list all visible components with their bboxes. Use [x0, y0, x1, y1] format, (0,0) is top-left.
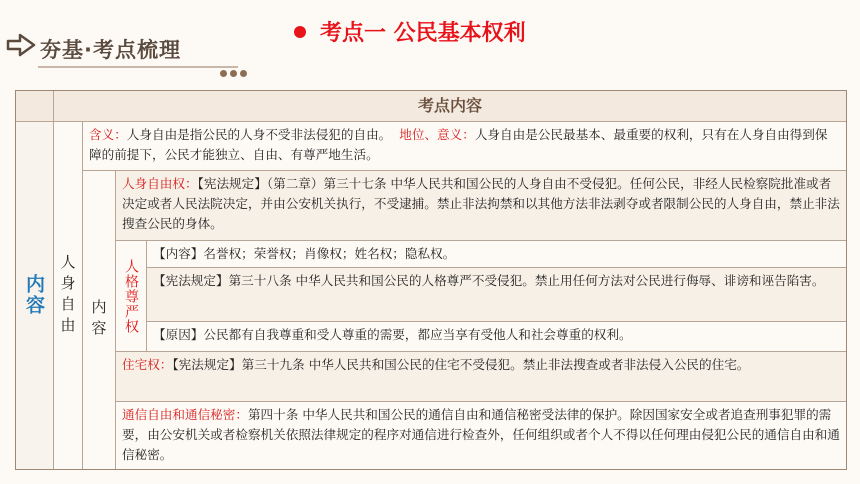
- section-title: 夯基·考点梳理: [40, 38, 181, 62]
- meaning-label: 含义：: [89, 127, 127, 142]
- correspondence-label: 通信自由和通信秘密：: [122, 407, 248, 422]
- liberty-label: 人身自由权：: [122, 176, 198, 191]
- status-text: 人身自由是公民最基本、最重要的权利，只有在人身自由得到保障的前提下，公民才能独立、自由、有尊严地生活。: [89, 127, 828, 162]
- liberty-cell: [116, 171, 846, 240]
- row-label-text: 内容: [23, 274, 45, 316]
- correspondence-cell: [116, 402, 846, 469]
- residence-label: 住宅权：: [122, 357, 173, 372]
- dignity-reason-cell: [147, 322, 846, 351]
- status-label: 地位、意义：: [399, 127, 475, 142]
- sub-label-dignity: [116, 241, 146, 351]
- page-title-text: 考点一 公民基本权利: [320, 21, 526, 46]
- bullet-icon: [294, 26, 306, 38]
- section-underline: [38, 66, 238, 68]
- sub-label-liberty: [54, 122, 82, 469]
- residence-text: 【宪法规定】第三十九条 中华人民共和国公民的住宅不受侵犯。禁止非法搜查或者非法侵入公民的住宅。: [172, 357, 750, 372]
- sub-label-content: [83, 171, 115, 469]
- arrow-right-icon: [6, 33, 36, 57]
- sub-label-liberty-text: 人身自由: [58, 253, 77, 338]
- sub-label-dignity-text: 人格尊严权: [123, 258, 139, 334]
- page-title: [294, 16, 526, 47]
- dignity-law-text: 【宪法规定】第三十八条 中华人民共和国公民的人格尊严不受侵犯。禁止用任何方法对公民进行侮辱、诽谤和诬告陷害。: [153, 273, 825, 288]
- header: [0, 0, 860, 80]
- dots-decoration: [220, 62, 250, 81]
- residence-cell: [116, 352, 846, 401]
- correspondence-text: 第四十条 中华人民共和国公民的通信自由和通信秘密受法律的保护。除因国家安全或者追查刑事犯罪的需要，由公安机关或者检察机关依照法律规定的程序对通信进行检查外，任何组织或者个人不得以任何理由侵犯公民的通信自由和通信秘密。: [122, 407, 840, 462]
- dignity-content-cell: [147, 241, 846, 267]
- meaning-text: 人身自由是指公民的人身不受非法侵犯的自由。: [126, 127, 392, 142]
- liberty-text: 【宪法规定】（第二章）第三十七条 中华人民共和国公民的人身自由不受侵犯。任何公民，非经人民检察院批准或者决定或者人民法院决定，并由公安机关执行，不受逮捕。禁止非法拘禁和以其他方法非法剥夺或者限制公民的人身自由，禁止非法搜查公民的身体。: [122, 176, 840, 231]
- dignity-content-text: 【内容】名誉权；荣誉权；肖像权；姓名权；隐私权。: [153, 246, 456, 261]
- content-table: [15, 90, 847, 470]
- intro-cell: [83, 122, 846, 170]
- table-header: 考点内容: [417, 96, 482, 115]
- sub-label-content-text: 内容: [89, 299, 108, 341]
- row-label-content: [16, 121, 53, 469]
- dignity-law-cell: [147, 268, 846, 321]
- dignity-reason-text: 【原因】公民都有自我尊重和受人尊重的需要，都应当享有受他人和社会尊重的权利。: [153, 327, 632, 342]
